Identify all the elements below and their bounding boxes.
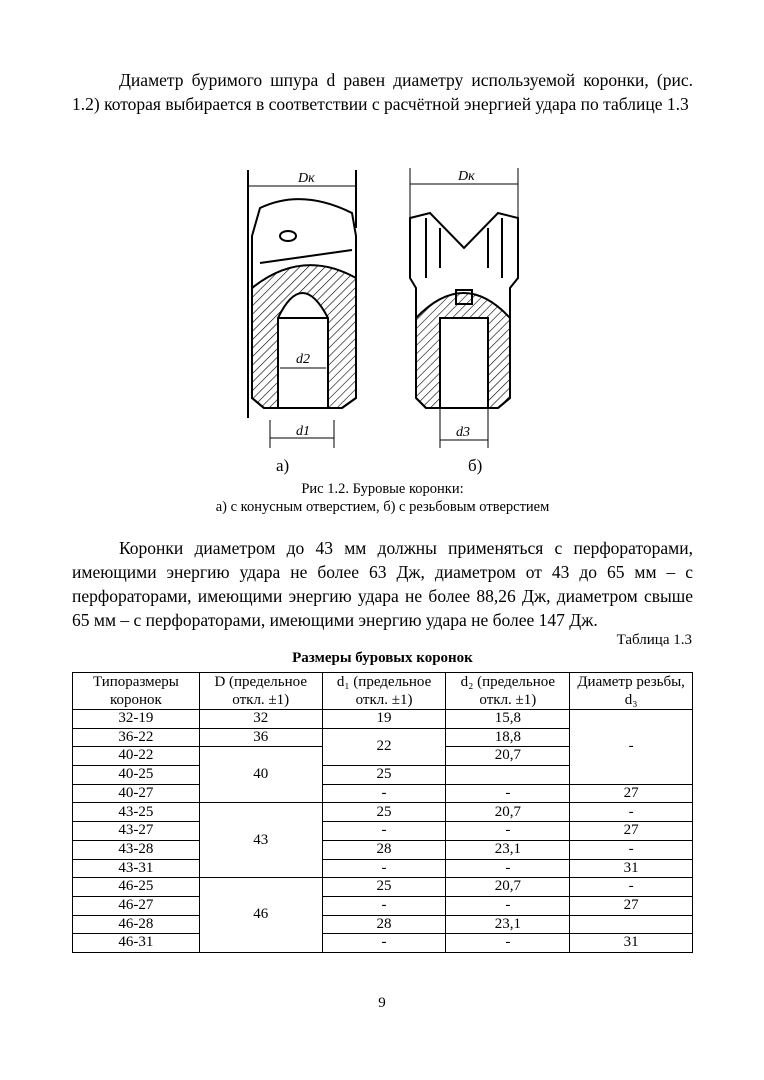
table-cell: 31 xyxy=(570,859,693,878)
table-row xyxy=(73,896,693,915)
table-cell: 23,1 xyxy=(446,840,570,859)
table-cell: - xyxy=(322,934,446,953)
table-cell: 22 xyxy=(322,728,446,765)
table-cell: - xyxy=(570,840,693,859)
table-cell: - xyxy=(322,822,446,841)
table-cell: 18,8 xyxy=(446,728,570,747)
header-cell: D (предельное откл. ±1) xyxy=(199,673,322,710)
header-cell: Диаметр резьбы, d₃ xyxy=(570,673,693,710)
table-cell: 27 xyxy=(570,896,693,915)
table-cell: 28 xyxy=(322,915,446,934)
table-cell: 20,7 xyxy=(446,878,570,897)
table-cell: 46-27 xyxy=(73,896,200,915)
table-body xyxy=(73,710,693,953)
table-cell: 46-28 xyxy=(73,915,200,934)
table-cell: 46-25 xyxy=(73,878,200,897)
header-cell: d₂ (предельное откл. ±1) xyxy=(446,673,570,710)
table-cell: 31 xyxy=(570,934,693,953)
table-cell: 32 xyxy=(199,710,322,729)
table-cell: 32-19 xyxy=(73,710,200,729)
table-cell: 25 xyxy=(322,803,446,822)
table-cell: - xyxy=(446,896,570,915)
drill-bits-figure xyxy=(230,158,520,458)
d3-label: d3 xyxy=(456,425,470,440)
bit-b-drawing xyxy=(410,168,518,448)
table-cell: 40-25 xyxy=(73,766,200,785)
table-cell: 25 xyxy=(322,878,446,897)
table-cell: - xyxy=(322,859,446,878)
table-cell: 19 xyxy=(322,710,446,729)
figure-caption-title: Рис 1.2. Буровые коронки: xyxy=(301,481,464,497)
header-cell: d₁ (предельное откл. ±1) xyxy=(322,673,446,710)
page-number: 9 xyxy=(378,995,386,1011)
bit-a-drawing xyxy=(248,170,356,448)
table-row xyxy=(73,710,693,729)
header-cell: Типоразмеры коронок xyxy=(73,673,200,710)
table-cell xyxy=(446,766,570,785)
table-row xyxy=(73,878,693,897)
table-cell: 20,7 xyxy=(446,803,570,822)
table-cell: 28 xyxy=(322,840,446,859)
table-cell: 43-28 xyxy=(73,840,200,859)
table-cell: 20,7 xyxy=(446,747,570,766)
table-cell: 43-31 xyxy=(73,859,200,878)
table-row xyxy=(73,934,693,953)
table-row xyxy=(73,859,693,878)
energy-paragraph: Коронки диаметром до 43 мм должны применяться с перфораторами, имеющими энергию удара не более 63 Дж, диаметром от 43 до 65 мм – с перфораторами, имеющими энергию удара не более 88,26 Дж, диаметром свыше 65 мм – с перфораторами, имеющими энергию удара не более 147 Дж. xyxy=(72,538,693,630)
table-cell: - xyxy=(570,710,693,785)
table-cell: - xyxy=(446,859,570,878)
table-cell: 23,1 xyxy=(446,915,570,934)
table-row xyxy=(73,803,693,822)
table-cell: - xyxy=(446,934,570,953)
table-cell: - xyxy=(570,803,693,822)
d1-label: d1 xyxy=(296,424,310,439)
table-cell: - xyxy=(446,784,570,803)
table-row xyxy=(73,915,693,934)
table-cell: 36 xyxy=(199,728,322,747)
table-number: Таблица 1.3 xyxy=(616,632,692,648)
table-cell: 46-31 xyxy=(73,934,200,953)
table-row xyxy=(73,822,693,841)
table-title: Размеры буровых коронок xyxy=(292,650,473,666)
table-row xyxy=(73,784,693,803)
table-cell: 36-22 xyxy=(73,728,200,747)
figure-caption-detail: а) с конусным отверстием, б) с резьбовым отверстием xyxy=(215,499,550,515)
dk-label-b: Dк xyxy=(458,169,475,184)
table-cell: 27 xyxy=(570,822,693,841)
table-cell: 25 xyxy=(322,766,446,785)
intro-paragraph: Диаметр буримого шпура d равен диаметру используемой коронки, (рис. 1.2) которая выбирается в соответствии с расчётной энергией удара по таблице 1.3 xyxy=(72,70,693,114)
table-cell: 43-25 xyxy=(73,803,200,822)
table-cell: 15,8 xyxy=(446,710,570,729)
table-cell: - xyxy=(570,878,693,897)
table-cell xyxy=(570,915,693,934)
drill-bit-sizes-table xyxy=(72,672,693,953)
subfigure-a-label: а) xyxy=(276,456,290,475)
dk-label-a: Dк xyxy=(298,171,315,186)
d2-label: d2 xyxy=(296,352,310,367)
table-cell: 40 xyxy=(199,747,322,803)
table-cell: 43 xyxy=(199,803,322,878)
table-cell: 43-27 xyxy=(73,822,200,841)
table-header-row xyxy=(73,673,693,710)
table-cell: - xyxy=(322,784,446,803)
table-cell: - xyxy=(446,822,570,841)
table-cell: 27 xyxy=(570,784,693,803)
table-cell: 46 xyxy=(199,878,322,953)
table-cell: 40-27 xyxy=(73,784,200,803)
table-row xyxy=(73,840,693,859)
table-cell: - xyxy=(322,896,446,915)
table-cell: 40-22 xyxy=(73,747,200,766)
subfigure-b-label: б) xyxy=(468,456,483,475)
